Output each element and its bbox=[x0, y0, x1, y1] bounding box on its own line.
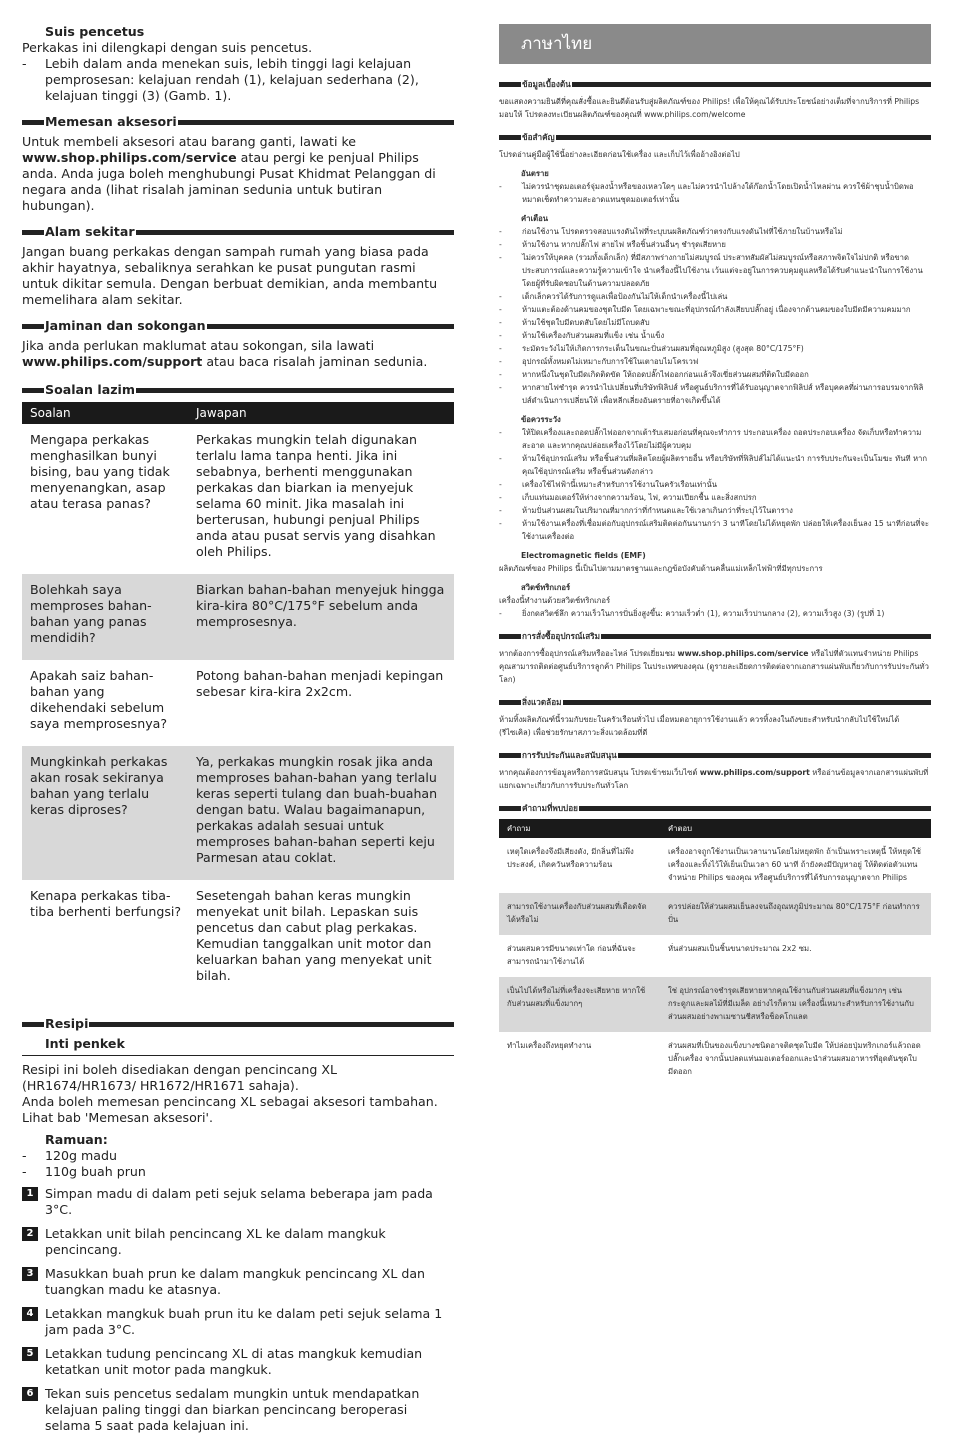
important-text: โปรดอ่านคู่มือผู้ใช้นี้อย่างละเอียดก่อนใช้เครื่อง และเก็บไว้เพื่ออ้างอิงต่อไป bbox=[499, 150, 740, 159]
faq-answer: Potong bahan-bahan menjadi kepingan sebesar kira-kira 2x2cm. bbox=[196, 668, 444, 699]
intro-text: ขอแสดงความยินดีที่คุณสั่งซื้อและยินดีต้อนรับสู่ผลิตภัณฑ์ของ Philips! เพื่อให้คุณได้รับประโยชน์อย่างเต็มที่จากบริการที่ Philips มอบให้ โปรดลงทะเบียนผลิตภัณฑ์ของคุณที่ www.philips.com/welcome bbox=[499, 97, 920, 119]
accessories-text: Untuk membeli aksesori atau barang ganti, lawati ke www.shop.philips.com/service atau pergi ke penjual Philips anda. Anda juga boleh menghubungi Pusat Khidmat Pelanggan di negara anda (lihat risalah jaminan sedunia untuk butiran hubungan). bbox=[22, 134, 436, 213]
faq-question: Bolehkah saya memproses bahan-bahan yang panas mendidih? bbox=[22, 574, 188, 660]
support-text: หากคุณต้องการข้อมูลหรือการสนับสนุน โปรดเข้าชมเว็บไซต์ www.philips.com/support หรืออ่านข้อมูลจากเอกสารแผ่นพับที่แยกเฉพาะเกี่ยวกับการรับประกันทั่วโลก bbox=[499, 768, 929, 790]
warning-item: - หากสายไฟชำรุด ควรนำไปเปลี่ยนที่บริษัทฟิลิปส์ หรือศูนย์บริการที่ได้รับอนุญาตจากฟิลิปส์ หรือบุคคลที่ผ่านการอบรมจากฟิลิปส์ดำเนินการเปลี่ยนให้ เพื่อหลีกเลี่ยงอันตรายที่อาจเกิดขึ้นได้ bbox=[499, 383, 924, 405]
recipe-text: Lihat bab 'Memesan aksesori'. bbox=[22, 1110, 213, 1125]
faq-heading: Soalan lazim bbox=[22, 382, 454, 398]
recipe-text: Anda boleh memesan pencincang XL sebagai aksesori tambahan. bbox=[22, 1094, 438, 1109]
faq-answer: ใช่ อุปกรณ์อาจชำรุดเสียหายหากคุณใช้งานกับส่วนผสมที่แข็งมากๆ เช่น กระดูกและผลไม้ที่มีเมล็ด อย่างไรก็ตาม เครื่องนี้เหมาะสำหรับการใช้งานกับส่วนผสมอย่างพาเมซานชีสหรือช็อคโกแลต bbox=[660, 977, 931, 1032]
intro-heading: ข้อมูลเบื้องต้น bbox=[499, 78, 931, 91]
recipe-steps bbox=[22, 1186, 454, 1434]
support-link[interactable]: www.philips.com/support bbox=[22, 354, 203, 369]
environment-heading: สิ่งแวดล้อม bbox=[499, 696, 931, 709]
recipe-text: Resipi ini boleh disediakan dengan pencincang XL (HR1674/HR1673/ HR1672/HR1671 sahaja). bbox=[22, 1062, 338, 1093]
faq-header-answer: Jawapan bbox=[188, 402, 454, 424]
trigger-switch-title: Suis pencetus bbox=[45, 24, 145, 39]
recipe-step: 2 Letakkan unit bilah pencincang XL ke dalam mangkuk pencincang. bbox=[22, 1226, 454, 1258]
emf-title: Electromagnetic fields (EMF) bbox=[521, 551, 646, 560]
malay-column bbox=[22, 24, 454, 1434]
table-row bbox=[22, 574, 454, 660]
ingredient-item: - 110g buah prun bbox=[22, 1164, 146, 1179]
faq-answer: Ya, perkakas mungkin rosak jika anda memproses bahan-bahan yang terlalu keras seperti tulang dan buah-buahan dengan batu. Walau bagaimanapun, perkakas adalah sesuai untuk memproses bahan-bahan seperti keju Parmesan atau coklat. bbox=[188, 746, 454, 880]
faq-table bbox=[499, 819, 931, 1087]
table-row bbox=[499, 935, 931, 977]
guarantee-heading: Jaminan dan sokongan bbox=[22, 318, 454, 334]
environment-heading: Alam sekitar bbox=[22, 224, 454, 240]
thai-column bbox=[499, 24, 931, 1087]
danger-title: อันตราย bbox=[521, 169, 549, 178]
recipe-step: 5 Letakkan tudung pencincang XL di atas mangkuk kemudian ketatkan unit motor pada mangkuk. bbox=[22, 1346, 454, 1378]
caution-item: - ห้ามปั่นส่วนผสมในปริมาณที่มากกว่าที่กำหนดและใช้เวลาเกินกว่าที่ระบุไว้ในตาราง bbox=[499, 506, 793, 515]
table-row bbox=[499, 838, 931, 893]
recipe-step: 3 Masukkan buah prun ke dalam mangkuk pencincang XL dan tuangkan madu ke atasnya. bbox=[22, 1266, 454, 1298]
table-row bbox=[499, 893, 931, 935]
faq-answer: เครื่องอาจถูกใช้งานเป็นเวลานานโดยไม่หยุดพัก ถ้าเป็นเพราะเหตุนี้ ให้หยุดใช้เครื่องและทิ้งไว้ให้เย็นเป็นเวลา 60 นาที ถ้ายังคงมีปัญหาอยู่ ให้ติดต่อตัวแทนจำหน่าย Philips ของคุณ หรือศูนย์บริการที่ได้รับการอนุญาตจาก Philips bbox=[668, 847, 921, 882]
trigger-switch-text: เครื่องนี้ทำงานด้วยสวิตช์ทริกเกอร์ bbox=[499, 596, 611, 605]
faq-question: ทำไมเครื่องถึงหยุดทำงาน bbox=[507, 1041, 592, 1050]
support-heading: การรับประกันและสนับสนุน bbox=[499, 749, 931, 762]
faq-question: Mengapa perkakas menghasilkan bunyi bising, bau yang tidak menyenangkan, asap atau terasa panas? bbox=[30, 432, 170, 511]
table-row bbox=[22, 880, 454, 998]
warning-item: - ห้ามใช้เครื่องกับส่วนผสมที่แข็ง เช่น น้ำแข็ง bbox=[499, 331, 665, 340]
warning-item: - ระมัดระวังไม่ให้เกิดการกระเด็นในขณะปั่นส่วนผสมที่อุณหภูมิสูง (สูงสุด 80°C/175°F) bbox=[499, 344, 804, 353]
recipes-heading: Resipi bbox=[22, 1016, 454, 1032]
caution-title: ข้อควรระวัง bbox=[521, 415, 561, 424]
ingredient-item: - 120g madu bbox=[22, 1148, 117, 1163]
trigger-switch-intro: Perkakas ini dilengkapi dengan suis pencetus. bbox=[22, 40, 313, 55]
faq-question: เหตุใดเครื่องจึงมีเสียงดัง, มีกลิ่นที่ไม่พึงประสงค์, เกิดควันหรือความร้อน bbox=[507, 847, 634, 869]
faq-answer: Biarkan bahan-bahan menyejuk hingga kira-kira 80°C/175°F sebelum anda memprosesnya. bbox=[188, 574, 454, 660]
faq-question: Apakah saiz bahan-bahan yang dikehendaki sebelum saya memprosesnya? bbox=[30, 668, 168, 731]
environment-text: Jangan buang perkakas dengan sampah rumah yang biasa pada akhir hayatnya, sebaliknya serahkan ke pusat pungutan rasmi untuk dikitar semula. Dengan berbuat demikian, anda membantu memelihara alam sekitar. bbox=[22, 244, 438, 307]
guarantee-text: Jika anda perlukan maklumat atau sokongan, sila lawati www.philips.com/support atau baca risalah jaminan sedunia. bbox=[22, 338, 428, 369]
recipe-step: 4 Letakkan mangkuk buah prun itu ke dalam peti sejuk selama 1 jam pada 3°C. bbox=[22, 1306, 454, 1338]
caution-item: - ให้ปิดเครื่องและถอดปลั๊กไฟออกจากเต้ารับเสมอก่อนที่คุณจะทำการ ประกอบเครื่อง ถอดประกอบเครื่อง จัดเก็บหรือทำความสะอาด และหากคุณปล่อยเครื่องไว้โดยไม่มีผู้ควบคุม bbox=[499, 428, 922, 450]
faq-question: สามารถใช้งานเครื่องกับส่วนผสมที่เดือดจัดได้หรือไม่ bbox=[499, 893, 660, 935]
order-text: หากต้องการซื้ออุปกรณ์เสริมหรืออะไหล่ โปรดเยี่ยมชม www.shop.philips.com/service หรือไปที่ตัวแทนจำหน่าย Philips คุณสามารถติดต่อศูนย์บริการลูกค้า Philips ในประเทศของคุณ (ดูรายละเอียดการติดต่อจากเอกสารแผ่นพับเกี่ยวกับการรับประกันทั่วโลก) bbox=[499, 649, 929, 684]
warning-title: คำเตือน bbox=[521, 214, 548, 223]
warning-item: - ก่อนใช้งาน โปรดตรวจสอบแรงดันไฟที่ระบุบนผลิตภัณฑ์ว่าตรงกับแรงดันไฟที่ใช้ภายในบ้านหรือไม่ bbox=[499, 227, 843, 236]
warning-item: - อุปกรณ์ทั้งหมดไม่เหมาะกับการใช้ในเตาอบไมโครเวฟ bbox=[499, 357, 699, 366]
warning-item: - ห้ามใช้ชุดใบมีดบดสับโดยไม่มีโถบดสับ bbox=[499, 318, 650, 327]
caution-item: - ห้ามใช้อุปกรณ์เสริม หรือชิ้นส่วนที่ผลิตโดยผู้ผลิตรายอื่น หรือบริษัทที่ฟิลิปส์ไม่ได้แนะนำ การรับประกันจะเป็นโมฆะ ทันที หากคุณใช้อุปกรณ์เสริม หรือชิ้นส่วนดังกล่าว bbox=[499, 454, 928, 476]
environment-text: ห้ามทิ้งผลิตภัณฑ์นี้รวมกับขยะในครัวเรือนทั่วไป เมื่อหมดอายุการใช้งานแล้ว ควรทิ้งลงในถังขยะสำหรับนำกลับไปใช้ใหม่ได้ (รีไซเคิล) เพื่อช่วยรักษาสภาวะสิ่งแวดล้อมที่ดี bbox=[499, 715, 900, 737]
warning-item: - ห้ามใช้งาน หากปลั๊กไฟ สายไฟ หรือชิ้นส่วนอื่นๆ ชำรุดเสียหาย bbox=[499, 240, 726, 249]
shop-link[interactable]: www.shop.philips.com/service bbox=[677, 649, 809, 658]
faq-header-question: Soalan bbox=[22, 402, 188, 424]
faq-header-question: คำถาม bbox=[499, 819, 660, 838]
recipe-title: Inti penkek bbox=[22, 1036, 454, 1056]
faq-question: ส่วนผสมควรมีขนาดเท่าใด ก่อนที่ฉันจะสามารถนำมาใช้งานได้ bbox=[507, 944, 636, 966]
ingredients-title: Ramuan: bbox=[45, 1132, 108, 1147]
faq-question: Mungkinkah perkakas akan rosak sekiranya bahan yang terlalu keras diproses? bbox=[22, 746, 188, 880]
emf-text: ผลิตภัณฑ์ของ Philips นี้เป็นไปตามมาตรฐานและกฎข้อบังคับด้านคลื่นแม่เหล็กไฟฟ้าที่มีทุกประการ bbox=[499, 564, 823, 573]
faq-answer: หั่นส่วนผสมเป็นชิ้นขนาดประมาณ 2x2 ซม. bbox=[668, 944, 812, 953]
table-row bbox=[499, 977, 931, 1032]
table-row bbox=[499, 1032, 931, 1087]
faq-table bbox=[22, 402, 454, 998]
caution-item: - เครื่องใช้ไฟฟ้านี้เหมาะสำหรับการใช้งานในครัวเรือนเท่านั้น bbox=[499, 480, 718, 489]
warning-item: - ห้ามแตะต้องด้านคมของชุดใบมีด โดยเฉพาะขณะที่อุปกรณ์กำลังเสียบปลั๊กอยู่ เนื่องจากด้านคมของใบมีดมีความคมมาก bbox=[499, 305, 911, 314]
faq-answer: ส่วนผสมที่เป็นของแข็งบางชนิดอาจติดชุดใบมีด ให้ปล่อยปุ่มทริกเกอร์แล้วถอดปลั๊กเครื่อง จากนั้นปลดแท่นมอเตอร์ออกและนำส่วนผสมอาหารที่อุดตันชุดใบมีดออก bbox=[668, 1041, 921, 1076]
faq-heading: คำถามที่พบบ่อย bbox=[499, 802, 931, 815]
table-row bbox=[22, 660, 454, 746]
table-row bbox=[22, 424, 454, 574]
faq-answer: Sesetengah bahan keras mungkin menyekat unit bilah. Lepaskan suis pencetus dan cabut plag perkakas. Kemudian tanggalkan unit motor dan keluarkan bahan yang menyekat unit bilah. bbox=[196, 888, 432, 983]
trigger-switch-item: - Lebih dalam anda menekan suis, lebih tinggi lagi kelajuan pemprosesan: kelajuan rendah (1), kelajuan sederhana (2), kelajuan tinggi (3) (Gamb. 1). bbox=[22, 56, 419, 103]
shop-link[interactable]: www.shop.philips.com/service bbox=[22, 150, 237, 165]
table-row bbox=[22, 746, 454, 880]
trigger-switch-title: สวิตช์ทริกเกอร์ bbox=[521, 583, 571, 592]
caution-item: - เก็บแท่นมอเตอร์ให้ห่างจากความร้อน, ไฟ, ความเปียกชื้น และสิ่งสกปรก bbox=[499, 493, 757, 502]
order-heading: การสั่งซื้ออุปกรณ์เสริม bbox=[499, 630, 931, 643]
warning-item: - หากหนึ่งในชุดใบมีดเกิดติดขัด ให้ถอดปลั๊กไฟออกก่อนแล้วจึงเขี่ยส่วนผสมที่ติดใบมีดออก bbox=[499, 370, 809, 379]
faq-header-answer: คำตอบ bbox=[660, 819, 931, 838]
faq-question: เป็นไปได้หรือไม่ที่เครื่องจะเสียหาย หากใช้กับส่วนผสมที่แข็งมากๆ bbox=[499, 977, 660, 1032]
recipe-step: 6 Tekan suis pencetus sedalam mungkin untuk mendapatkan kelajuan paling tinggi dan biarkan pencincang beroperasi selama 5 saat pada kelajuan ini. bbox=[22, 1386, 454, 1434]
faq-question: Kenapa perkakas tiba-tiba berhenti berfungsi? bbox=[30, 888, 182, 919]
faq-answer: Perkakas mungkin telah digunakan terlalu lama tanpa henti. Jika ini sebabnya, berhenti menggunakan perkakas dan biarkan ia menyejuk selama 60 minit. Jika masalah ini berterusan, hubungi penjual Philips anda atau pusat servis yang disahkan oleh Philips. bbox=[196, 432, 436, 559]
danger-item: - ไม่ควรนำชุดมอเตอร์จุ่มลงน้ำหรือของเหลวใดๆ และไม่ควรนำไปล้างใต้ก๊อกน้ำโดยเปิดน้ำไหลผ่าน ควรใช้ผ้าชุบน้ำบิดพอหมาดเช็ดทำความสะอาดแทนชุดมอเตอร์เท่านั้น bbox=[499, 182, 914, 204]
recipe-step: 1 Simpan madu di dalam peti sejuk selama beberapa jam pada 3°C. bbox=[22, 1186, 454, 1218]
trigger-switch-item: - ยิ่งกดสวิตช์ลึก ความเร็วในการปั่นยิ่งสูงขึ้น: ความเร็วต่ำ (1), ความเร็วปานกลาง (2), ความเร็วสูง (3) (รูปที่ 1) bbox=[499, 609, 885, 618]
accessories-heading: Memesan aksesori bbox=[22, 114, 454, 130]
warning-item: - เด็กเล็กควรได้รับการดูแลเพื่อป้องกันไม่ให้เด็กนำเครื่องนี้ไปเล่น bbox=[499, 292, 728, 301]
faq-answer: ควรปล่อยให้ส่วนผสมเย็นลงจนถึงอุณหภูมิประมาณ 80°C/175°F ก่อนทำการปั่น bbox=[660, 893, 931, 935]
caution-item: - ห้ามใช้งานเครื่องที่เชื่อมต่อกับอุปกรณ์เสริมติดต่อกันนานกว่า 3 นาทีโดยไม่ได้หยุดพัก ปล่อยให้เครื่องเย็นลง 15 นาทีก่อนที่จะใช้งานเครื่องต่อ bbox=[499, 519, 930, 541]
support-link[interactable]: www.philips.com/support bbox=[699, 768, 810, 777]
warning-item: - ไม่ควรให้บุคคล (รวมทั้งเด็กเล็ก) ที่มีสภาพร่างกายไม่สมบูรณ์ ประสาทสัมผัสไม่สมบูรณ์หรือสภาพจิตใจไม่ปกติ หรือขาดประสบการณ์และความรู้ความเข้าใจ นำเครื่องนี้ไปใช้งาน เว้นแต่จะอยู่ในการควบคุมดูแลหรือได้รับคำแนะนำในการใช้งานโดยผู้ที่รับผิดชอบในด้านความปลอดภัย bbox=[499, 253, 923, 288]
language-banner: ภาษาไทย bbox=[499, 24, 931, 64]
important-heading: ข้อสำคัญ bbox=[499, 131, 931, 144]
